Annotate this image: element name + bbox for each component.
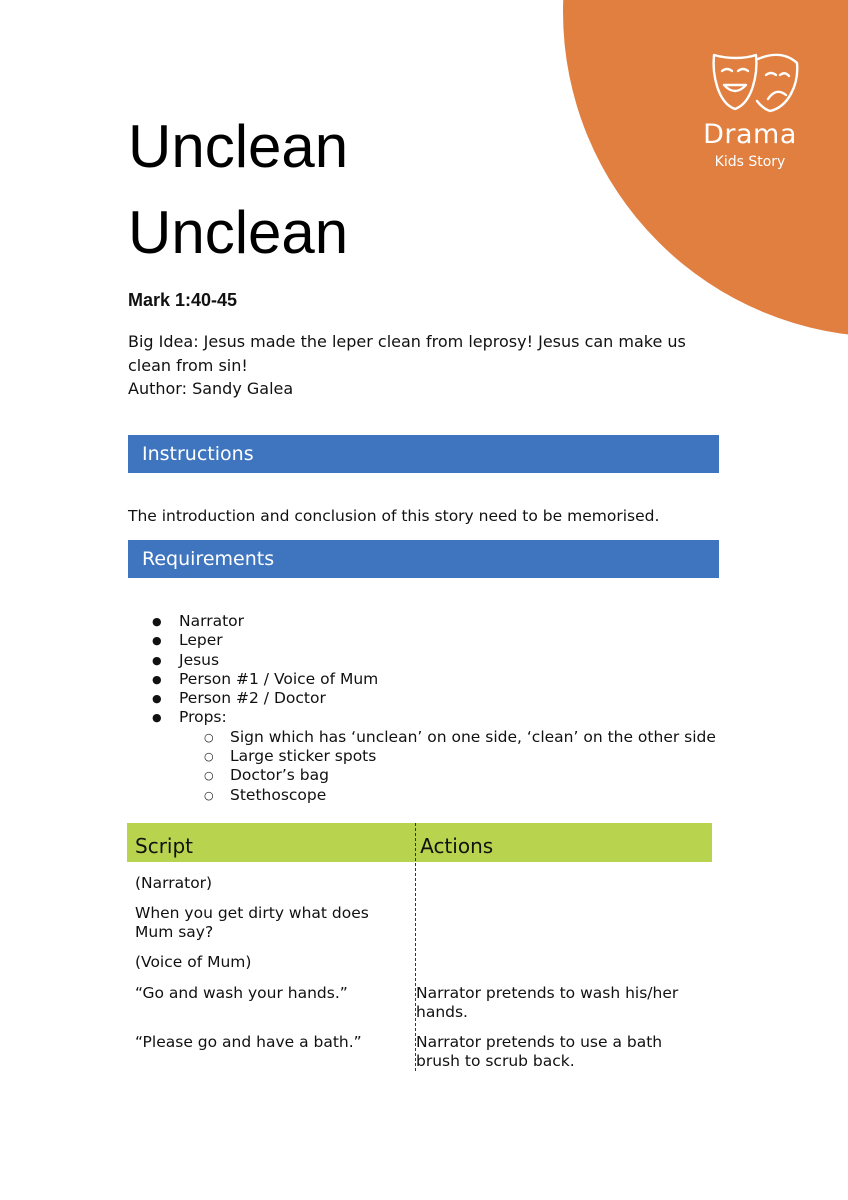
script-cell: (Voice of Mum) (135, 953, 252, 971)
bible-passage: Mark 1:40-45 (128, 290, 238, 310)
table-row (127, 904, 712, 942)
props-label: Props: (179, 708, 227, 727)
script-table (127, 823, 712, 1071)
badge-subtitle: Kids Story (714, 154, 786, 170)
instructions-text: The introduction and conclusion of this story need to be memorised. (128, 507, 660, 525)
script-cell: “Please go and have a bath.” (135, 1033, 362, 1051)
list-item: ○ Sign which has ‘unclean’ on one side, ‘clean’ on the other side (179, 728, 716, 747)
header-script: Script (135, 834, 194, 858)
author: Author: Sandy Galea (128, 379, 294, 398)
action-cell (408, 904, 704, 942)
list-item: ○ Doctor’s bag (179, 766, 716, 785)
list-item: ○ Stethoscope (179, 786, 716, 805)
column-divider (415, 823, 416, 1071)
props-list (179, 728, 716, 805)
intro-text (128, 330, 718, 401)
header-actions: Actions (420, 834, 494, 858)
requirements-heading: Requirements (128, 540, 719, 578)
list-item: ● Person #2 / Doctor (128, 689, 716, 708)
list-item: ● Person #1 / Voice of Mum (128, 670, 716, 689)
action-cell (408, 953, 704, 972)
list-item: ● Leper (128, 631, 716, 650)
table-row (127, 984, 712, 1022)
script-table-header (127, 823, 712, 862)
table-row (127, 953, 712, 972)
action-cell: Narrator pretends to wash his/her hands. (416, 984, 679, 1021)
list-item: ● Jesus (128, 651, 716, 670)
table-row (127, 874, 712, 893)
title-line-2: Unclean (128, 199, 349, 266)
drama-masks-icon (700, 45, 800, 115)
script-cell: When you get dirty what does Mum say? (135, 904, 369, 941)
list-item-props (128, 708, 716, 804)
list-item: ● Narrator (128, 612, 716, 631)
table-row (127, 1033, 712, 1071)
list-item: ○ Large sticker spots (179, 747, 716, 766)
action-cell: Narrator pretends to use a bath brush to scrub back. (416, 1033, 663, 1070)
requirements-list (128, 612, 716, 805)
big-idea: Big Idea: Jesus made the leper clean from leprosy! Jesus can make us clean from sin! (128, 332, 686, 375)
script-cell: “Go and wash your hands.” (135, 984, 348, 1002)
badge-title: Drama (703, 119, 797, 150)
action-cell (408, 874, 704, 893)
instructions-heading: Instructions (128, 435, 719, 473)
script-cell: (Narrator) (135, 874, 213, 892)
page-title (128, 104, 348, 276)
drama-badge (688, 45, 812, 171)
title-line-1: Unclean (128, 113, 349, 180)
